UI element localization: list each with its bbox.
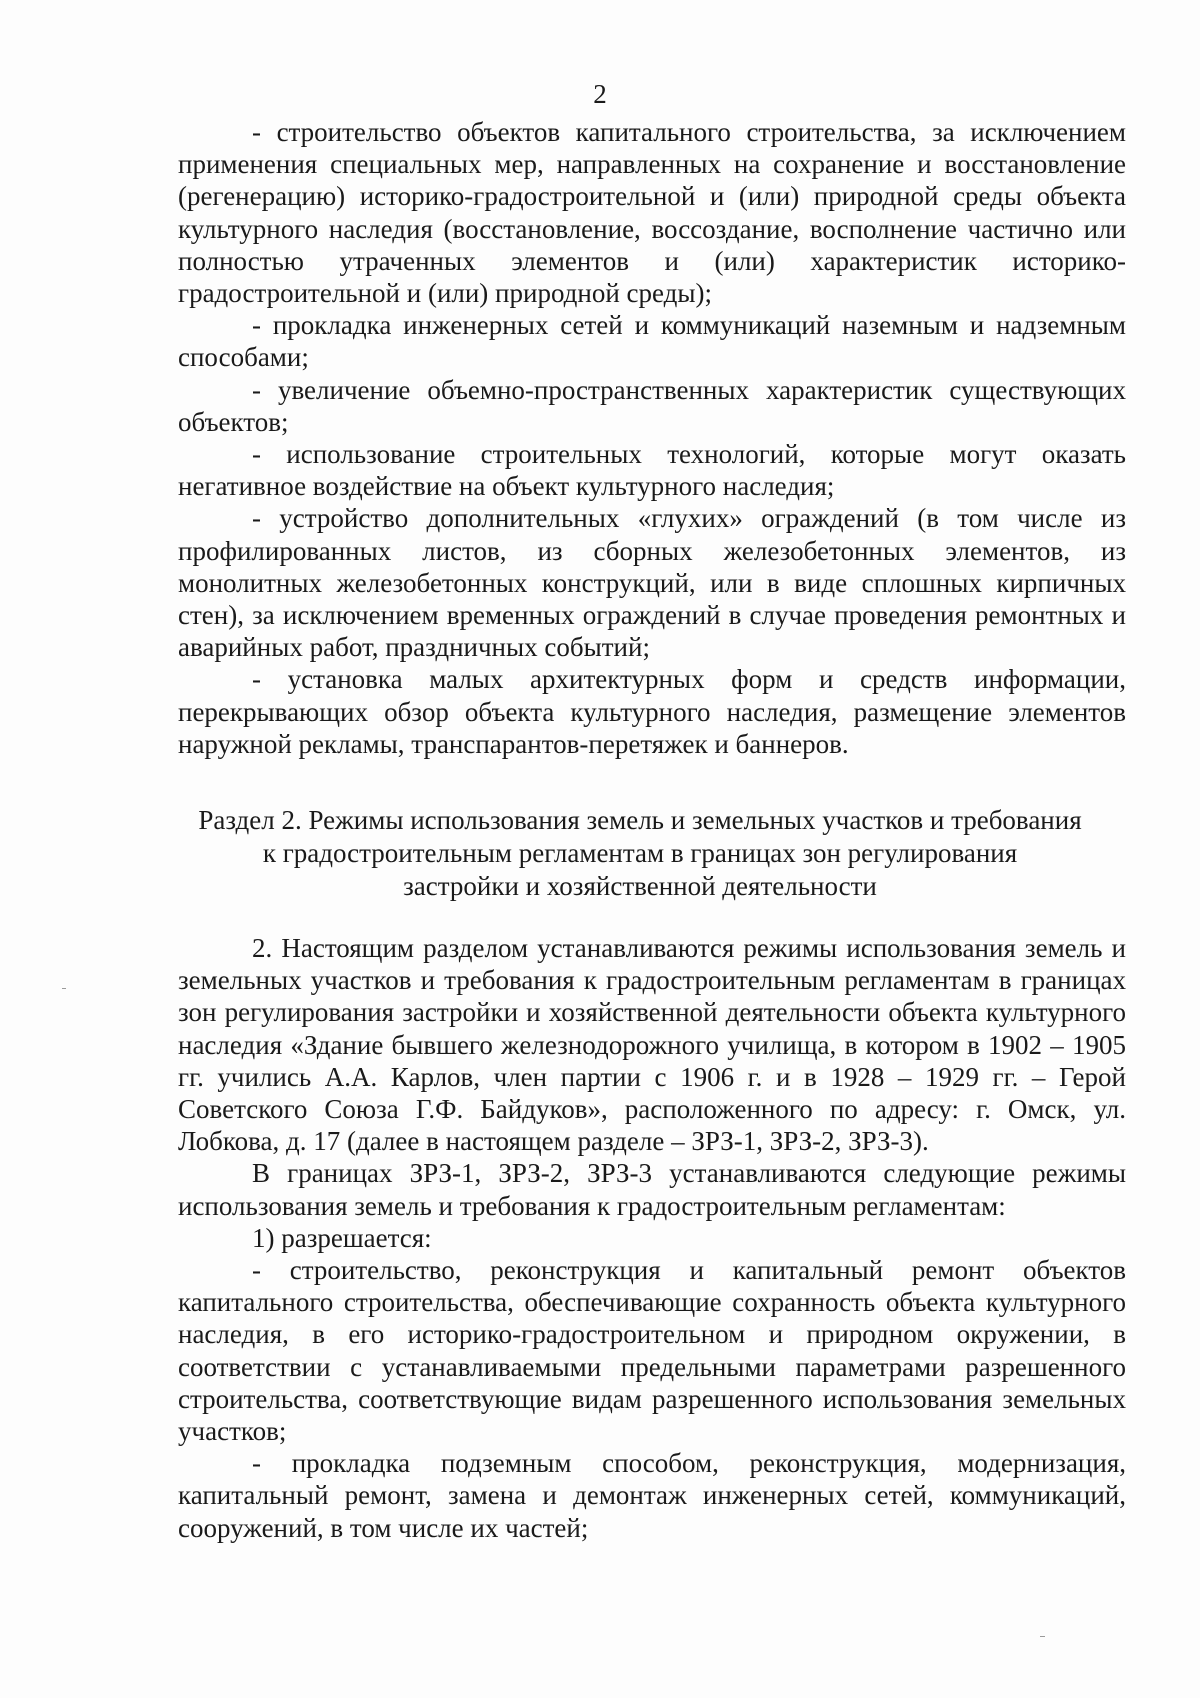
section-2-body: [178, 932, 1126, 1544]
section-paragraph: 1) разрешается:: [252, 1222, 432, 1253]
list-item: - строительство, реконструкция и капитальный ремонт объектов капитального строительства, обеспечивающие сохранность объекта культурного наследия, в его историко-градостроительном и природном окружении, в соответствии с устанавливаемыми предельными параметрами разрешенного строительства, соответствующие видам разрешенного использования земельных участков;: [178, 1255, 1126, 1447]
section-paragraph: В границах ЗРЗ-1, ЗРЗ-2, ЗРЗ-3 устанавливаются следующие режимы использования земель и требования к градостроительным регламентам:: [178, 1158, 1126, 1221]
scan-speck: [1040, 1636, 1045, 1637]
section-heading: [150, 804, 1130, 903]
section-heading-line: Раздел 2. Режимы использования земель и земельных участков и требования: [198, 805, 1082, 835]
list-item: - увеличение объемно-пространственных характеристик существующих объектов;: [178, 374, 1126, 437]
list-item: - прокладка инженерных сетей и коммуникаций наземным и надземным способами;: [178, 310, 1126, 373]
restrictions-list: [178, 116, 1126, 760]
section-paragraph: 2. Настоящим разделом устанавливаются режимы использования земель и земельных участков и требования к градостроительным регламентам в границах зон регулирования застройки и хозяйственной деятельности объекта культурного наследия «Здание бывшего железнодорожного училища, в котором в 1902 – 1905 гг. учились А.А. Карлов, член партии с 1906 г. и в 1928 – 1929 гг. – Герой Советского Союза Г.Ф. Байдуков», расположенного по адресу: г. Омск, ул. Лобкова, д. 17 (далее в настоящем разделе – ЗРЗ-1, ЗРЗ-2, ЗРЗ-3).: [178, 933, 1126, 1157]
page-number: 2: [593, 79, 607, 109]
scan-speck: [62, 988, 66, 989]
list-item: - прокладка подземным способом, реконструкция, модернизация, капитальный ремонт, замена и демонтаж инженерных сетей, коммуникаций, сооружений, в том числе их частей;: [178, 1448, 1126, 1543]
section-heading-line: к градостроительным регламентам в границах зон регулирования: [262, 838, 1018, 868]
list-item: - установка малых архитектурных форм и средств информации, перекрывающих обзор объекта культурного наследия, размещение элементов наружной рекламы, транспарантов-перетяжек и баннеров.: [178, 664, 1126, 759]
list-item: - использование строительных технологий, которые могут оказать негативное воздействие на объект культурного наследия;: [178, 439, 1126, 502]
list-item: - строительство объектов капитального строительства, за исключением применения специальных мер, направленных на сохранение и восстановление (регенерацию) историко-градостроительной и (или) природной среды объекта культурного наследия (восстановление, воссоздание, восполнение частично или полностью утраченных элементов и (или) характеристик историко-градостроительной и (или) природной среды);: [178, 117, 1126, 309]
section-heading-line: застройки и хозяйственной деятельности: [403, 871, 877, 901]
list-item: - устройство дополнительных «глухих» ограждений (в том числе из профилированных листов, из сборных железобетонных элементов, из монолитных железобетонных конструкций, или в виде сплошных кирпичных стен), за исключением временных ограждений в случае проведения ремонтных и аварийных работ, праздничных событий;: [178, 503, 1126, 663]
